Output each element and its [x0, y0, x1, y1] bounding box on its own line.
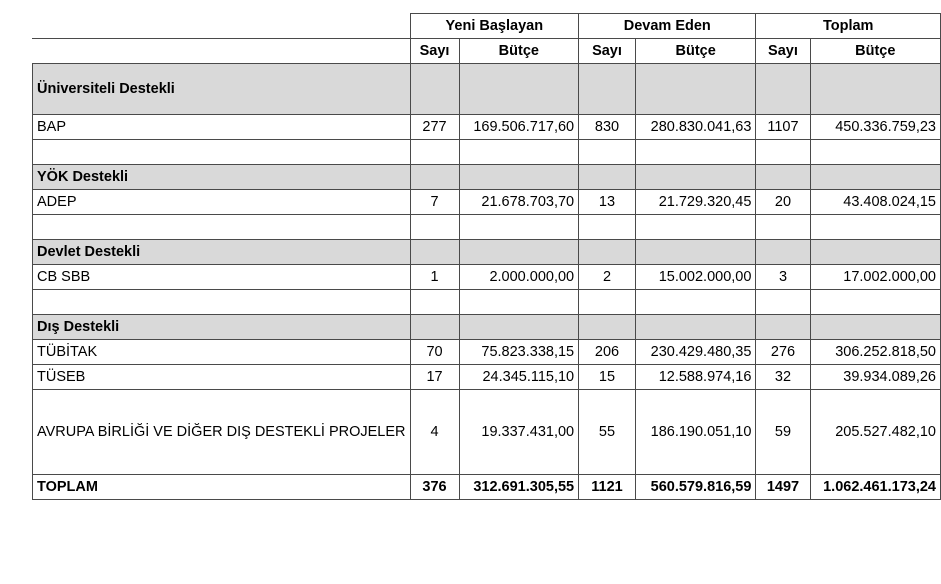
section-title: Dış Destekli [33, 315, 411, 340]
new-budget: 24.345.115,10 [459, 365, 579, 390]
total-count: 1497 [756, 475, 810, 500]
total-count: 1107 [756, 115, 810, 140]
row-label: BAP [33, 115, 411, 140]
section-row [33, 165, 941, 190]
row-label: CB SBB [33, 265, 411, 290]
total-budget: 450.336.759,23 [810, 115, 940, 140]
group-header-row [33, 14, 941, 39]
ongoing-budget: 230.429.480,35 [635, 340, 756, 365]
total-budget: 39.934.089,26 [810, 365, 940, 390]
section-row [33, 315, 941, 340]
new-budget: 19.337.431,00 [459, 390, 579, 475]
ongoing-count: 55 [579, 390, 636, 475]
new-budget: 312.691.305,55 [459, 475, 579, 500]
new-count: 70 [410, 340, 459, 365]
total-count: 276 [756, 340, 810, 365]
total-budget: 43.408.024,15 [810, 190, 940, 215]
row-label: TOPLAM [33, 475, 411, 500]
table-row [33, 190, 941, 215]
subheader-count: Sayı [579, 39, 636, 64]
new-count: 4 [410, 390, 459, 475]
section-title: Üniversiteli Destekli [33, 64, 411, 115]
subheader-budget: Bütçe [635, 39, 756, 64]
header-new: Yeni Başlayan [410, 14, 579, 39]
total-row [33, 475, 941, 500]
table-row [33, 265, 941, 290]
corner-cell [33, 39, 411, 64]
total-budget: 17.002.000,00 [810, 265, 940, 290]
total-count: 3 [756, 265, 810, 290]
total-count: 59 [756, 390, 810, 475]
subheader-budget: Bütçe [459, 39, 579, 64]
spacer-row [33, 290, 941, 315]
subheader-count: Sayı [410, 39, 459, 64]
table-row [33, 115, 941, 140]
new-budget: 21.678.703,70 [459, 190, 579, 215]
section-row [33, 240, 941, 265]
section-title: YÖK Destekli [33, 165, 411, 190]
new-count: 17 [410, 365, 459, 390]
new-count: 7 [410, 190, 459, 215]
ongoing-count: 13 [579, 190, 636, 215]
ongoing-budget: 21.729.320,45 [635, 190, 756, 215]
total-count: 20 [756, 190, 810, 215]
ongoing-count: 206 [579, 340, 636, 365]
total-budget: 1.062.461.173,24 [810, 475, 940, 500]
subheader-count: Sayı [756, 39, 810, 64]
row-label: AVRUPA BİRLİĞİ VE DİĞER DIŞ DESTEKLİ PROJELER [33, 390, 411, 475]
total-budget: 306.252.818,50 [810, 340, 940, 365]
ongoing-count: 15 [579, 365, 636, 390]
section-row [33, 64, 941, 115]
new-budget: 75.823.338,15 [459, 340, 579, 365]
new-budget: 169.506.717,60 [459, 115, 579, 140]
row-label: TÜBİTAK [33, 340, 411, 365]
budget-table [32, 13, 941, 500]
spacer-row [33, 215, 941, 240]
subheader-budget: Bütçe [810, 39, 940, 64]
total-count: 32 [756, 365, 810, 390]
table-row [33, 340, 941, 365]
new-budget: 2.000.000,00 [459, 265, 579, 290]
new-count: 1 [410, 265, 459, 290]
ongoing-count: 2 [579, 265, 636, 290]
ongoing-budget: 15.002.000,00 [635, 265, 756, 290]
ongoing-count: 1121 [579, 475, 636, 500]
ongoing-budget: 560.579.816,59 [635, 475, 756, 500]
new-count: 376 [410, 475, 459, 500]
row-label: ADEP [33, 190, 411, 215]
header-total: Toplam [756, 14, 941, 39]
spacer-row [33, 140, 941, 165]
ongoing-budget: 280.830.041,63 [635, 115, 756, 140]
section-title: Devlet Destekli [33, 240, 411, 265]
new-count: 277 [410, 115, 459, 140]
sub-header-row [33, 39, 941, 64]
corner-cell [33, 14, 411, 39]
ongoing-budget: 12.588.974,16 [635, 365, 756, 390]
ongoing-budget: 186.190.051,10 [635, 390, 756, 475]
header-ongoing: Devam Eden [579, 14, 756, 39]
table-row [33, 390, 941, 475]
total-budget: 205.527.482,10 [810, 390, 940, 475]
row-label: TÜSEB [33, 365, 411, 390]
ongoing-count: 830 [579, 115, 636, 140]
table-row [33, 365, 941, 390]
